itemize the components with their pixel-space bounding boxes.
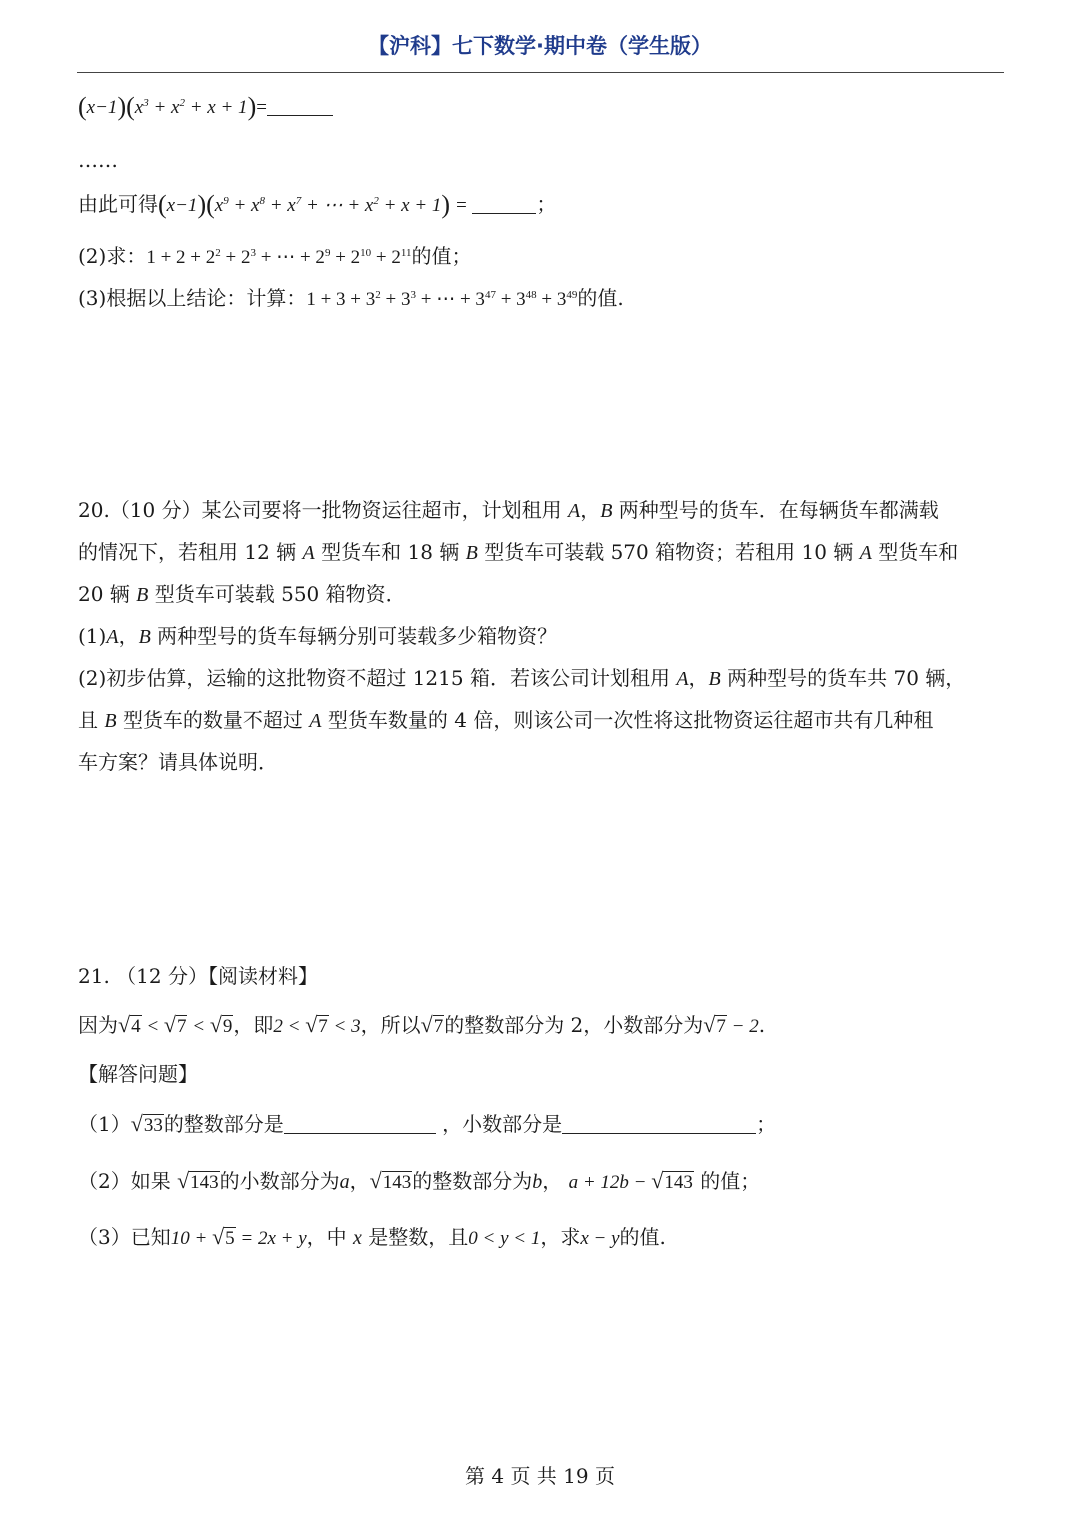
header-divider [77,72,1004,73]
q19-equation-4: $(x-1)(x^3 + x^2 + x + 1)=$ [78,92,333,122]
q19-ellipsis: …… [78,148,118,172]
q20-line-3: 20 辆 B 型货车可装载 550 箱物资． [78,582,406,606]
q21-part-2: （2）如果 √143的小数部分为a，√143的整数部分为b， a + 12b − √143 的值； [78,1168,761,1193]
answer-blank[interactable] [284,1113,436,1134]
answer-blank[interactable] [562,1113,756,1134]
answer-blank[interactable] [267,95,333,116]
q20-part-2-line-2: 且 B 型货车的数量不超过 A 型货车数量的 4 倍，则该公司一次性将这批物资运往超市共有几种租 [78,708,934,732]
q21-reading-material: 因为√4 < √7 < √9，即2 < √7 < 3，所以√7的整数部分为 2，小数部分为√7 − 2. [78,1012,766,1037]
q19-conclusion: 由此可得$(x-1)(x^9 + x^8 + x^7$ + ⋯ + $x^2 + x + 1$) = ； [78,190,557,219]
q20-line-1: 20.（10 分）某公司要将一批物资运往超市，计划租用 A，B 两种型号的货车．在每辆货车都满载 [78,498,939,522]
page-number-footer: 第 4 页 共 19 页 [465,1464,615,1488]
q20-line-2: 的情况下，若租用 12 辆 A 型货车和 18 辆 B 型货车可装载 570 箱物资；若租用 10 辆 A 型货车和 [78,540,959,564]
q20-part-2-line-1: (2)初步估算，运输的这批物资不超过 1215 箱．若该公司计划租用 A，B 两种型号的货车共 70 辆， [78,666,966,690]
q20-part-2-line-3: 车方案？请具体说明． [78,750,278,774]
q19-part-3: (3)根据以上结论：计算：$1 + 3 + 3^2 + 3^3$ + ⋯ + $3^{47} + 3^{48} + 3^{49}$的值. [78,286,624,310]
page-header-title: 【沪科】七下数学·期中卷（学生版） [368,34,712,58]
q21-part-1: （1）√33的整数部分是 ，小数部分是 ； [78,1111,777,1136]
q21-title: 21. （12 分）【阅读材料】 [78,964,318,988]
q21-answer-heading: 【解答问题】 [78,1062,198,1086]
q19-part-2: (2)求：$1 + 2 + 2^2 + 2^3$ + ⋯ + $2^9 + 2^{10} + 2^{11}$的值； [78,244,472,268]
q20-part-1: (1)A，B 两种型号的货车每辆分别可装载多少箱物资？ [78,624,558,648]
answer-blank[interactable] [472,193,536,214]
q21-part-3: （3）已知10 + √5 = 2x + y，中 x 是整数，且0 < y < 1，求x − y的值. [78,1224,666,1249]
